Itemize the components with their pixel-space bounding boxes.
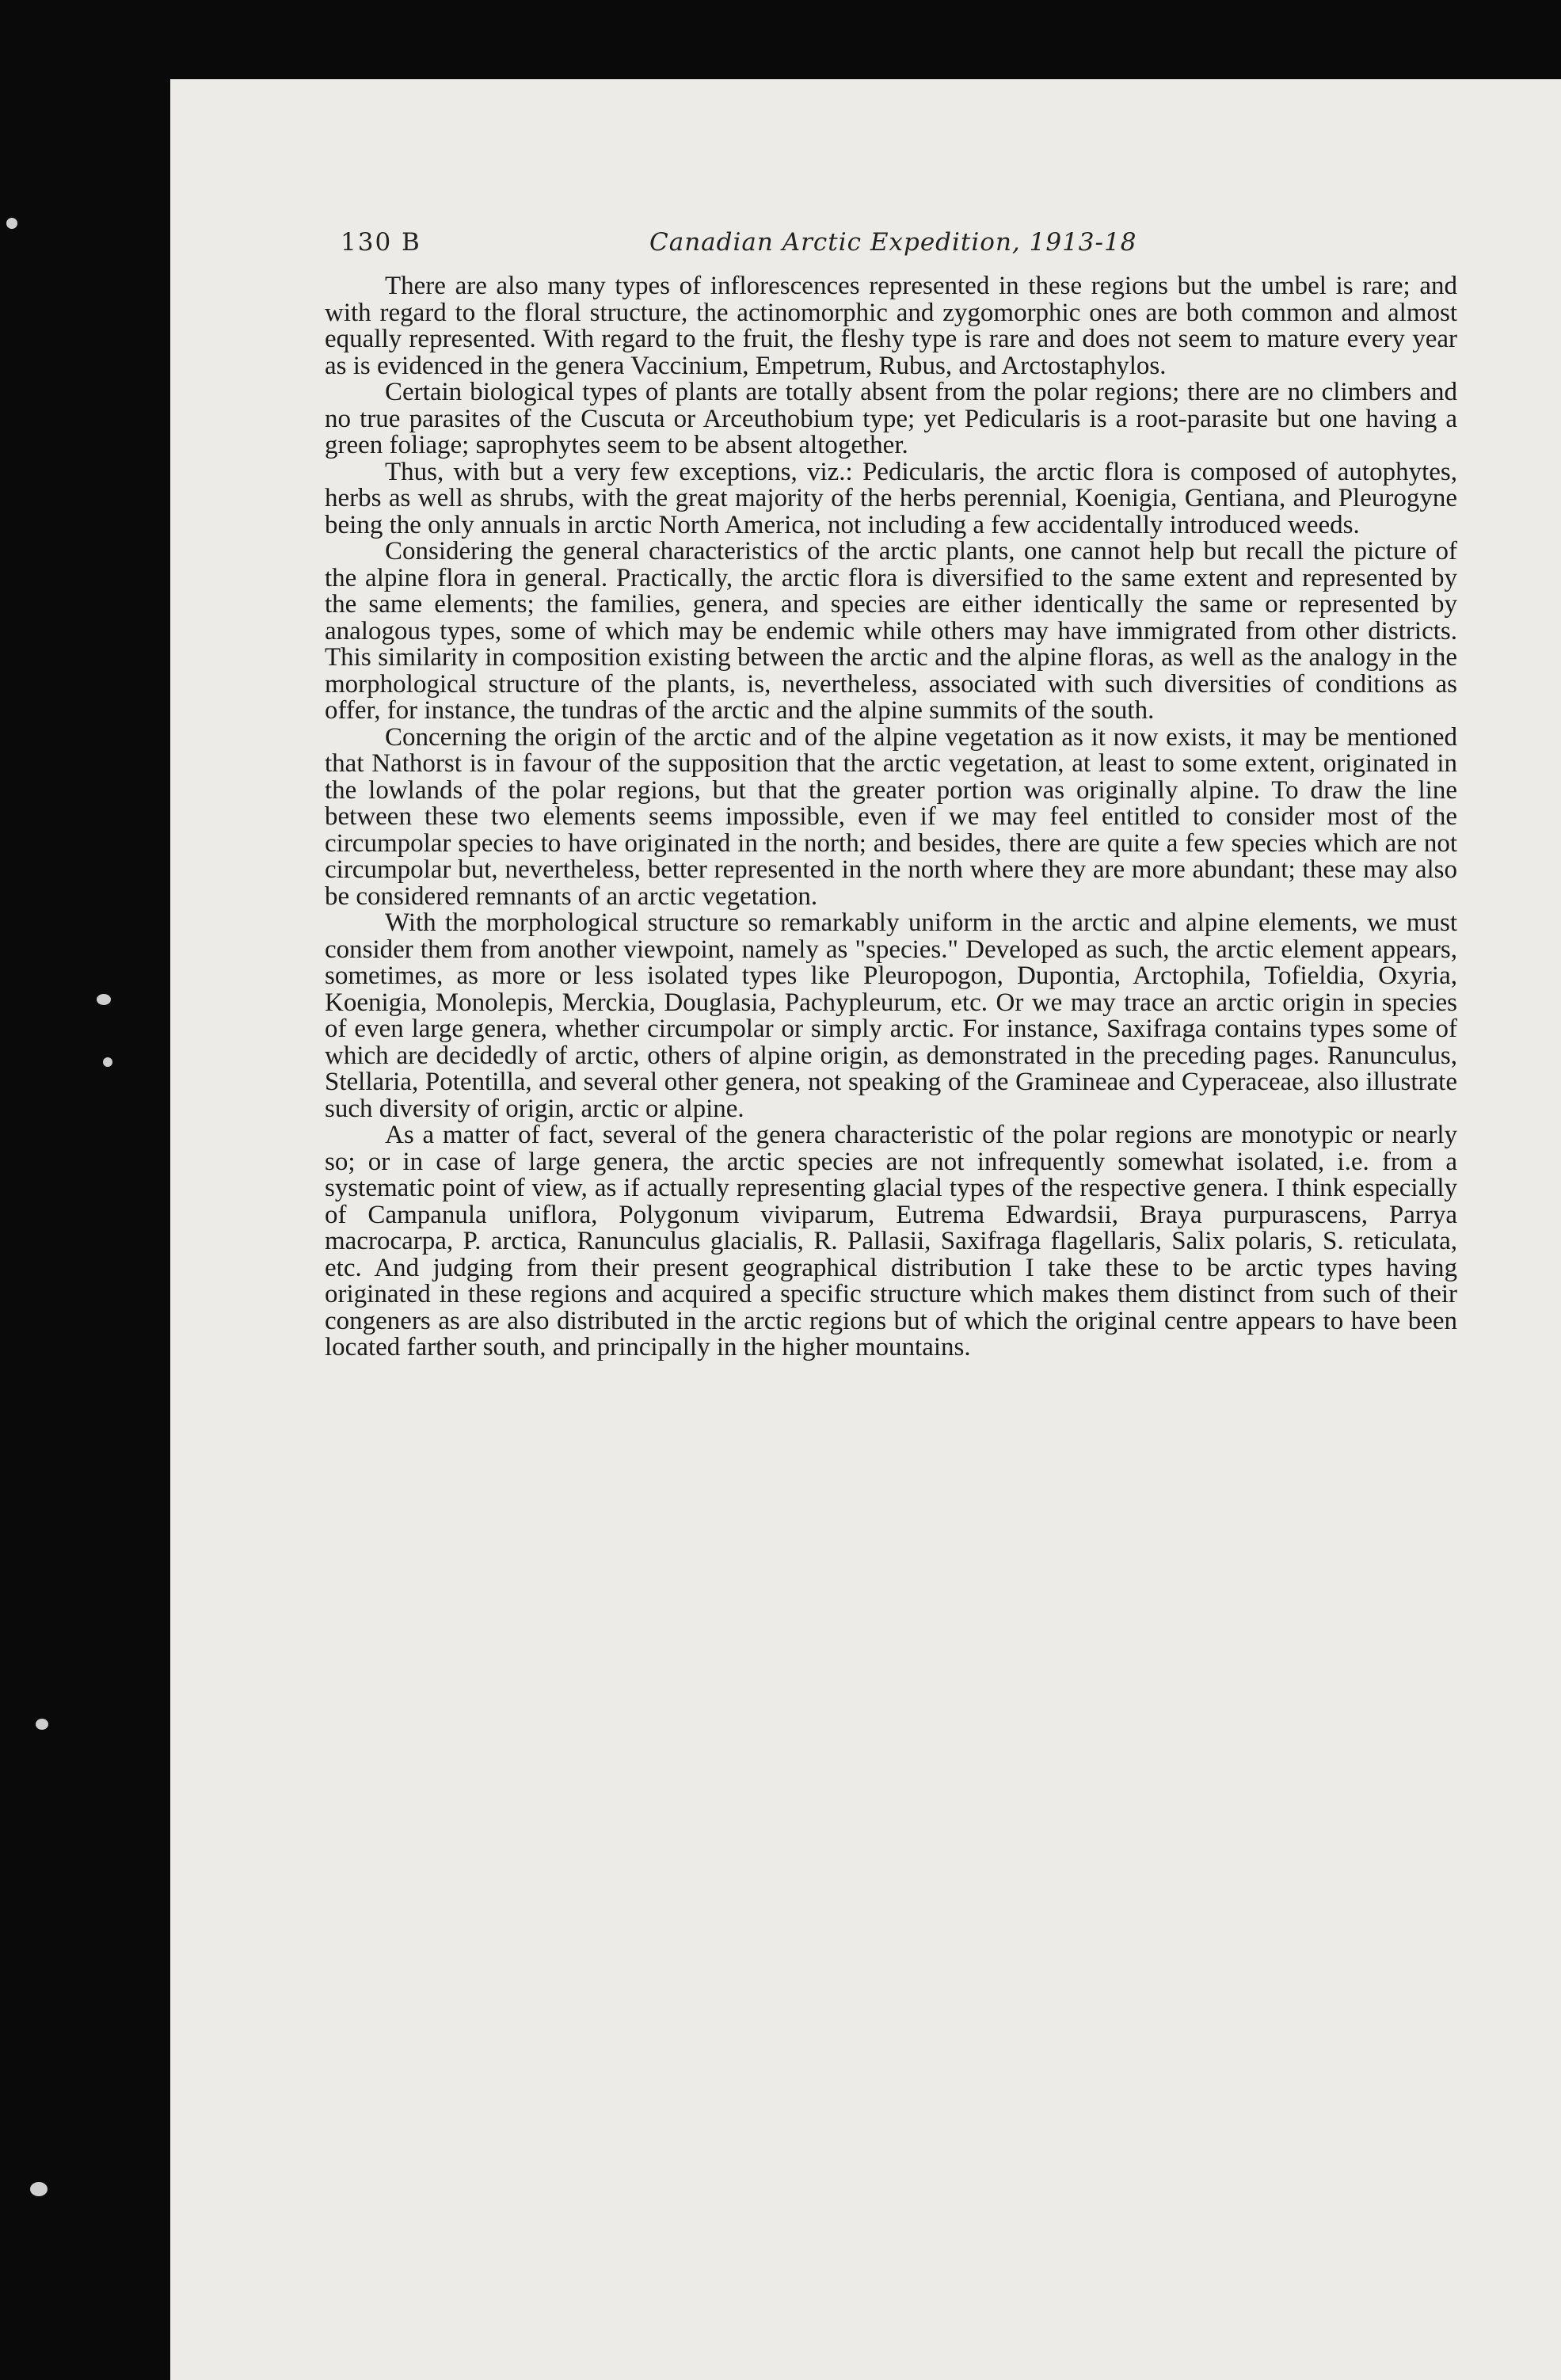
page-number: 130 B	[341, 228, 421, 257]
paragraph: Concerning the origin of the arctic and of the alpine vegetation as it now exists, it may be mentioned that Nathorst is in favour of the supposition that the arctic vegetation, at least to some extent, originated in the lowlands of the polar regions, but that the greater portion was originally alpine. To draw the line between these two elements seems impossible, even if we may feel entitled to consider most of the circumpolar species to have originated in the north; and besides, there are quite a few species which are not circumpolar but, nevertheless, better represented in the north where they are more abundant; these may also be considered remnants of an arctic vegetation.	[325, 722, 1457, 911]
paragraph: As a matter of fact, several of the genera characteristic of the polar regions are monotypic or nearly so; or in case of large genera, the arctic species are not infrequently somewhat isolated, i.e. from a systematic point of view, as if actually representing glacial types of the respective genera. I think especially of Campanula uniflora, Polygonum viviparum, Eutrema Edwardsii, Braya purpurascens, Parrya macrocarpa, P. arctica, Ranunculus glacialis, R. Pallasii, Saxifraga flagellaris, Salix polaris, S. reticulata, etc. And judging from their present geographical distribution I take these to be arctic types having originated in these regions and acquired a specific structure which makes them distinct from such of their congeners as are also distributed in the arctic regions but of which the original centre appears to have been located farther south, and principally in the higher mountains.	[325, 1121, 1457, 1361]
scan-margin-left	[0, 0, 170, 2380]
paragraph: With the morphological structure so remarkably uniform in the arctic and alpine elements, we must consider them from another viewpoint, namely as "species." Developed as such, the arctic element appears, sometimes, as more or less isolated types like Pleuropogon, Dupontia, Arctophila, Tofieldia, Oxyria, Koenigia, Monolepis, Merckia, Douglasia, Pachypleurum, etc. Or we may trace an arctic origin in species of even large genera, whether circumpolar or simply arctic. For instance, Saxifraga contains types some of which are decidedly of arctic, others of alpine origin, as demonstrated in the preceding pages. Ranunculus, Stellaria, Potentilla, and several other genera, not speaking of the Gramineae and Cyperaceae, also illustrate such diversity of origin, arctic or alpine.	[325, 908, 1457, 1123]
scan-margin-top	[0, 0, 1561, 79]
scan-speck	[103, 1057, 112, 1067]
scan-speck	[30, 2182, 48, 2196]
scan-speck	[36, 1719, 48, 1730]
paragraph: Thus, with but a very few exceptions, viz.: Pedicularis, the arctic flora is composed of autophytes, herbs as well as shrubs, with the great majority of the herbs perennial, Koenigia, Gentiana, and Pleurogyne being the only annuals in arctic North America, not including a few accidentally introduced weeds.	[325, 457, 1457, 539]
scan-speck	[6, 218, 17, 229]
paragraph: Certain biological types of plants are totally absent from the polar regions; there are no climbers and no true parasites of the Cuscuta or Arceuthobium type; yet Pedicularis is a root-parasite but one having a green foliage; saprophytes seem to be absent altogether.	[325, 378, 1457, 459]
paragraph: Considering the general characteristics of the arctic plants, one cannot help but recall the picture of the alpine flora in general. Practically, the arctic flora is diversified to the same extent and represented by the same elements; the families, genera, and species are either identically the same or represented by analogous types, some of which may be endemic while others may have immigrated from other districts. This similarity in composition existing between the arctic and the alpine floras, as well as the analogy in the morphological structure of the plants, is, nevertheless, associated with such diversities of conditions as offer, for instance, the tundras of the arctic and the alpine summits of the south.	[325, 537, 1457, 725]
page-header	[341, 228, 1465, 266]
body-text	[325, 273, 1457, 1361]
scan-speck	[97, 994, 111, 1005]
running-title: Canadian Arctic Expedition, 1913-18	[649, 228, 1137, 257]
paragraph: There are also many types of inflorescences represented in these regions but the umbel is rare; and with regard to the floral structure, the actinomorphic and zygomorphic ones are both common and almost equally represented. With regard to the fruit, the fleshy type is rare and does not seem to mature every year as is evidenced in the genera Vaccinium, Empetrum, Rubus, and Arctostaphylos.	[325, 272, 1457, 380]
